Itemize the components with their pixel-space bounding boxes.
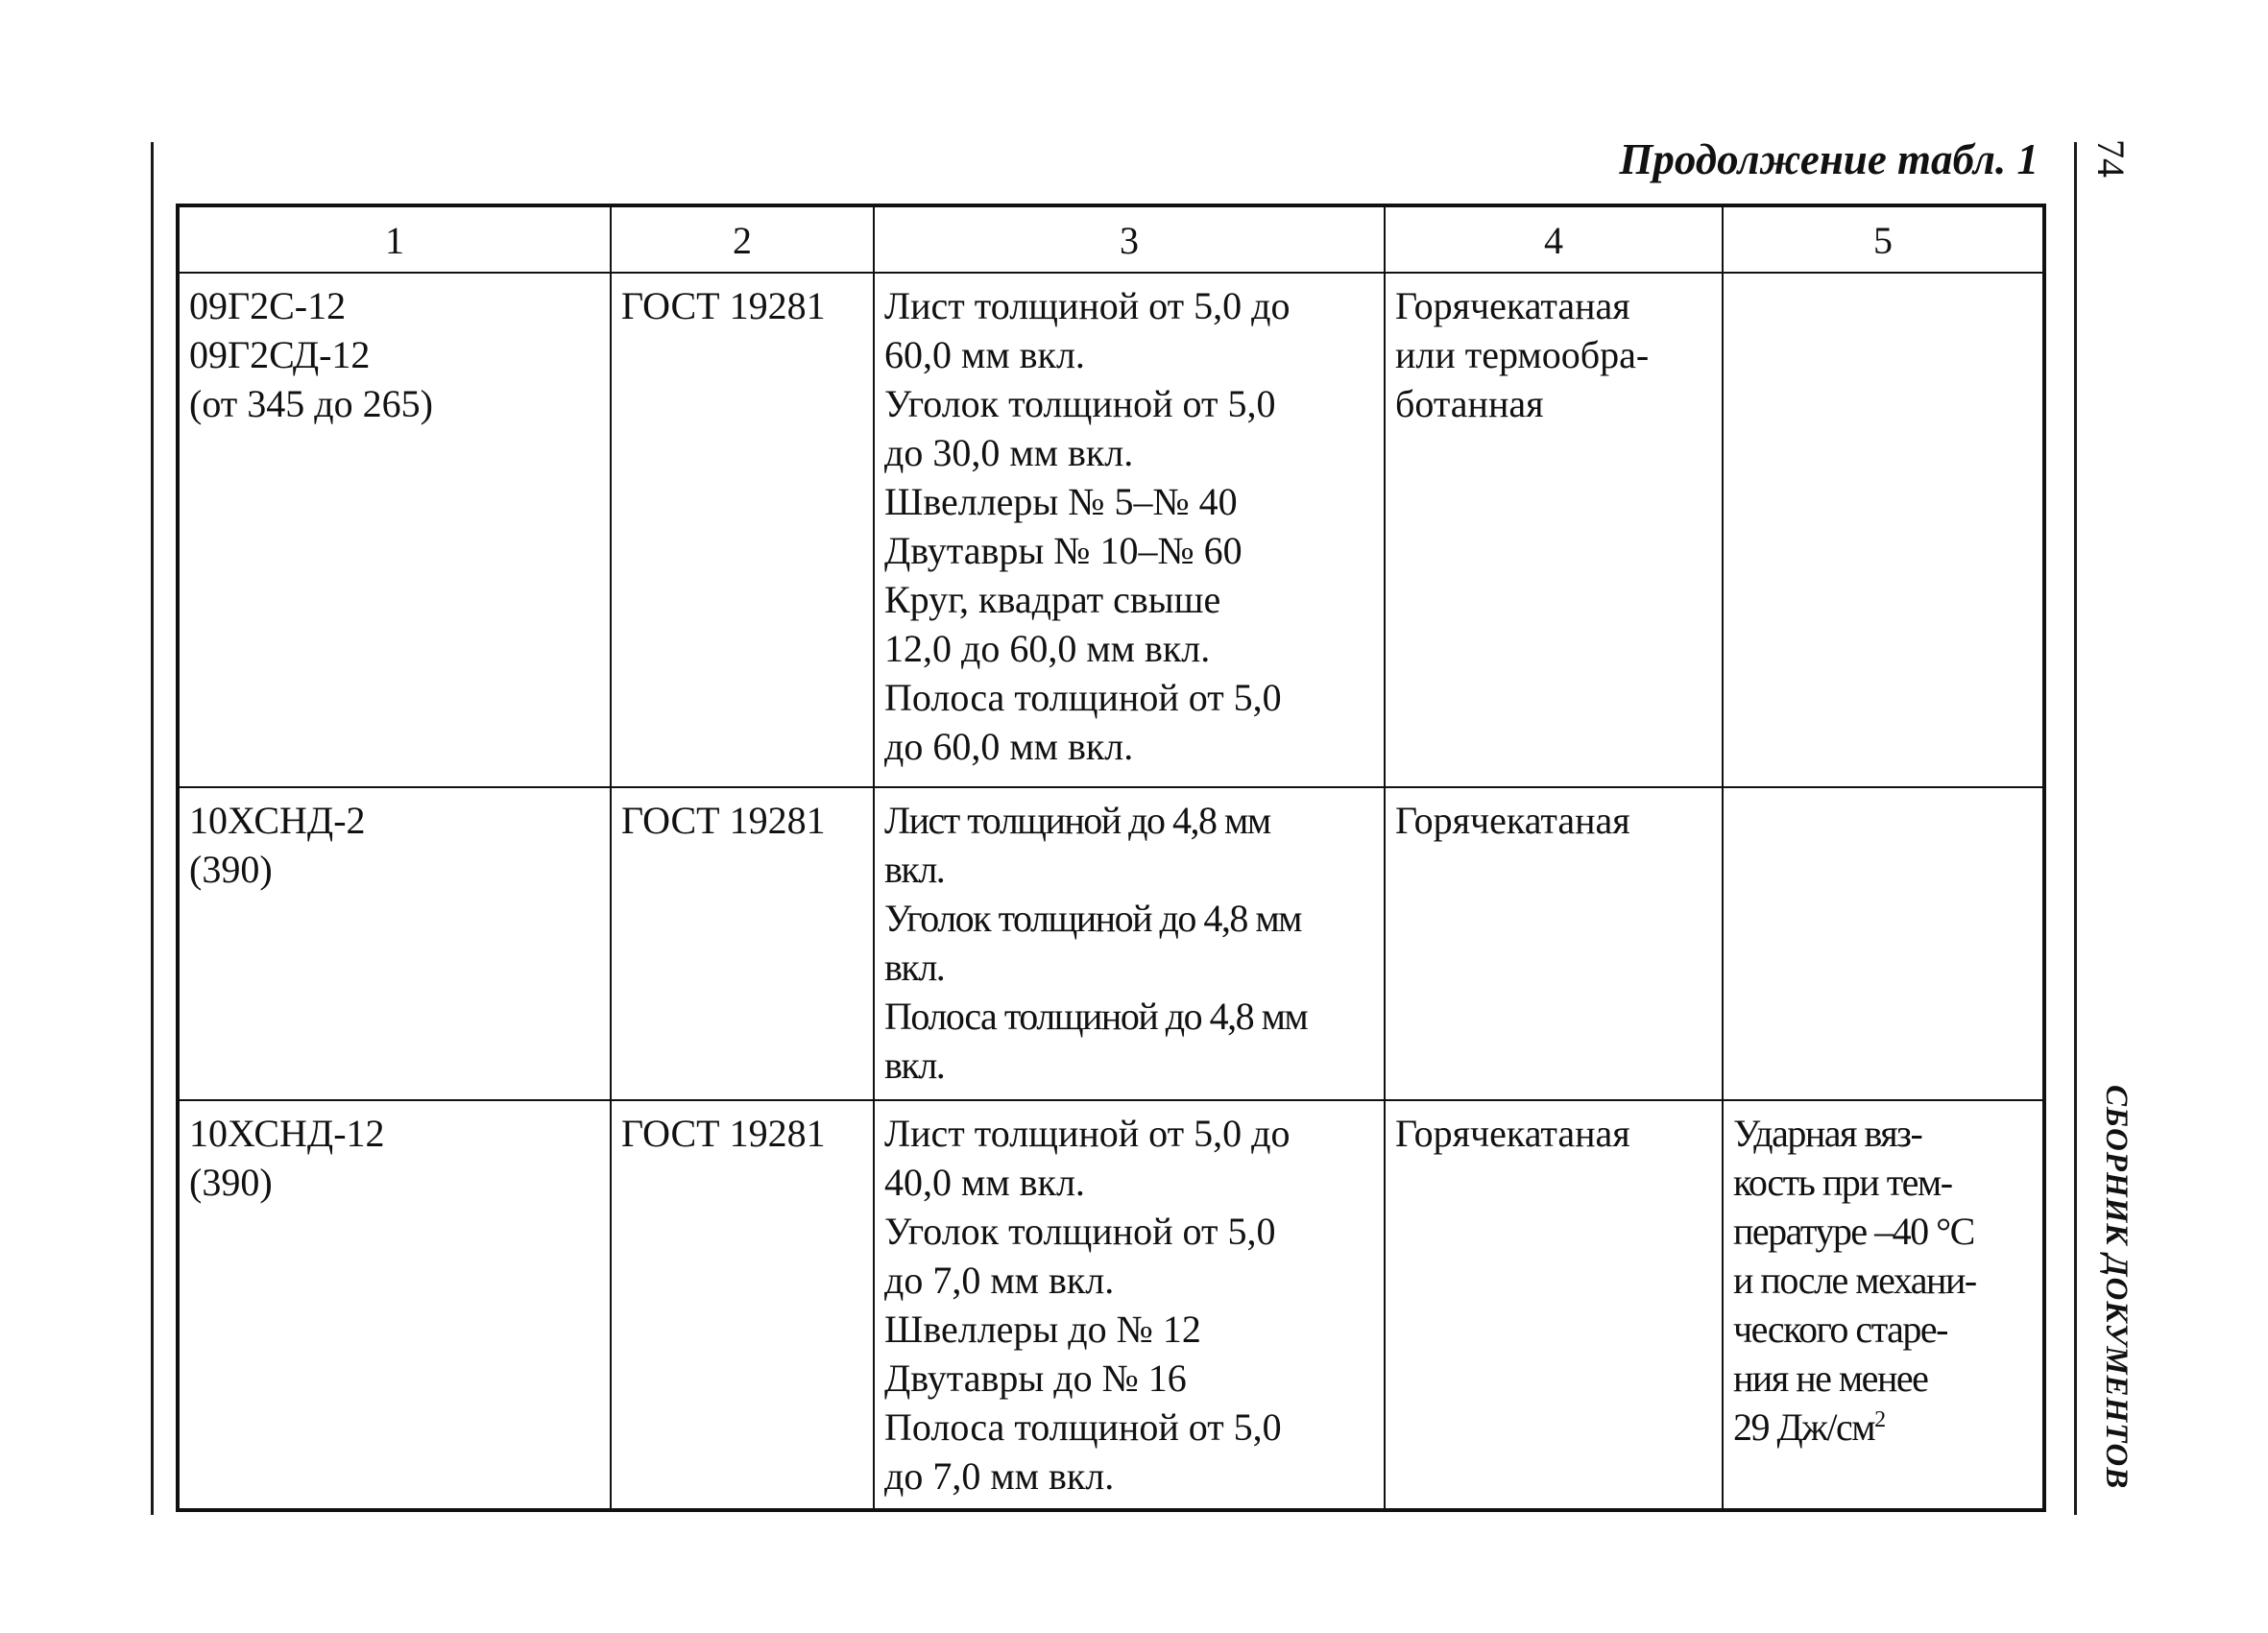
steel-spec-table — [176, 204, 2046, 1512]
product-line: Уголок толщиной до 4,8 мм — [884, 897, 1301, 940]
table-row — [178, 787, 2044, 1100]
product-line: вкл. — [884, 848, 945, 891]
grade-line: 09Г2СД-12 — [189, 333, 371, 376]
product-line: Швеллеры до № 12 — [884, 1308, 1201, 1351]
standard-text: ГОСТ 19281 — [621, 1112, 826, 1155]
product-line: Лист толщиной от 5,0 до — [884, 284, 1291, 327]
note-unit-text: 29 Дж/см — [1733, 1405, 1875, 1449]
condition-line: Горячекатаная — [1395, 284, 1630, 327]
product-line: до 30,0 мм вкл. — [884, 431, 1134, 474]
grade-cell — [178, 1100, 611, 1510]
product-line: Швеллеры № 5–№ 40 — [884, 480, 1238, 523]
product-line: 40,0 мм вкл. — [884, 1161, 1085, 1204]
column-header: 5 — [1723, 205, 2044, 273]
product-line: Полоса толщиной от 5,0 — [884, 1405, 1282, 1449]
superscript-exponent: 2 — [1874, 1407, 1885, 1432]
table-caption: Продолжение табл. 1 — [1619, 135, 2039, 183]
condition-cell — [1385, 1100, 1723, 1510]
note-line: пературе –40 °С — [1733, 1210, 1974, 1253]
notes-cell — [1723, 1100, 2044, 1510]
products-cell — [874, 1100, 1385, 1510]
product-line: до 7,0 мм вкл. — [884, 1259, 1115, 1302]
standard-cell — [611, 273, 874, 787]
standard-text: ГОСТ 19281 — [621, 284, 826, 327]
left-margin-rule — [151, 142, 154, 1515]
product-line: Двутавры до № 16 — [884, 1357, 1187, 1400]
products-cell — [874, 273, 1385, 787]
right-margin-rule — [2074, 142, 2077, 1515]
note-line: Ударная вяз- — [1733, 1112, 1922, 1155]
product-line: до 7,0 мм вкл. — [884, 1454, 1115, 1498]
standard-cell — [611, 787, 874, 1100]
condition-line: ботанная — [1395, 382, 1544, 425]
note-line: ческого старе- — [1733, 1308, 1947, 1351]
table-row — [178, 273, 2044, 787]
product-line: Уголок толщиной от 5,0 — [884, 1210, 1276, 1253]
note-line: кость при тем- — [1733, 1161, 1952, 1204]
side-running-title: СБОРНИК ДОКУМЕНТОВ — [2099, 1085, 2134, 1490]
condition-line: Горячекатаная — [1395, 799, 1630, 842]
product-line: Лист толщиной до 4,8 мм — [884, 799, 1270, 842]
product-line: Полоса толщиной до 4,8 мм — [884, 995, 1308, 1038]
grade-line: (390) — [189, 1161, 273, 1204]
grade-line: (от 345 до 265) — [189, 382, 433, 425]
notes-cell — [1723, 787, 2044, 1100]
column-header: 1 — [178, 205, 611, 273]
standard-text: ГОСТ 19281 — [621, 799, 826, 842]
condition-cell — [1385, 787, 1723, 1100]
product-line: 60,0 мм вкл. — [884, 333, 1085, 376]
column-header: 3 — [874, 205, 1385, 273]
note-line: и после механи- — [1733, 1259, 1976, 1302]
header-row — [178, 205, 2044, 273]
grade-line: 09Г2С-12 — [189, 284, 347, 327]
standard-cell — [611, 1100, 874, 1510]
column-header: 2 — [611, 205, 874, 273]
grade-cell — [178, 273, 611, 787]
product-line: вкл. — [884, 1044, 945, 1087]
product-line: до 60,0 мм вкл. — [884, 725, 1134, 768]
note-line — [1733, 1403, 2033, 1452]
page-number: 74 — [2089, 139, 2133, 178]
product-line: Круг, квадрат свыше — [884, 578, 1221, 621]
grade-line: 10ХСНД-2 — [189, 799, 366, 842]
column-header: 4 — [1385, 205, 1723, 273]
grade-line: 10ХСНД-12 — [189, 1112, 385, 1155]
condition-line: или термообра- — [1395, 333, 1650, 376]
condition-line: Горячекатаная — [1395, 1112, 1630, 1155]
products-cell — [874, 787, 1385, 1100]
grade-cell — [178, 787, 611, 1100]
note-line: ния не менее — [1733, 1357, 1928, 1400]
grade-line: (390) — [189, 848, 273, 891]
product-line: Лист толщиной от 5,0 до — [884, 1112, 1291, 1155]
product-line: Двутавры № 10–№ 60 — [884, 529, 1243, 572]
table-row — [178, 1100, 2044, 1510]
condition-cell — [1385, 273, 1723, 787]
product-line: 12,0 до 60,0 мм вкл. — [884, 627, 1211, 670]
product-line: Полоса толщиной от 5,0 — [884, 676, 1282, 719]
product-line: вкл. — [884, 946, 945, 989]
notes-cell — [1723, 273, 2044, 787]
product-line: Уголок толщиной от 5,0 — [884, 382, 1276, 425]
